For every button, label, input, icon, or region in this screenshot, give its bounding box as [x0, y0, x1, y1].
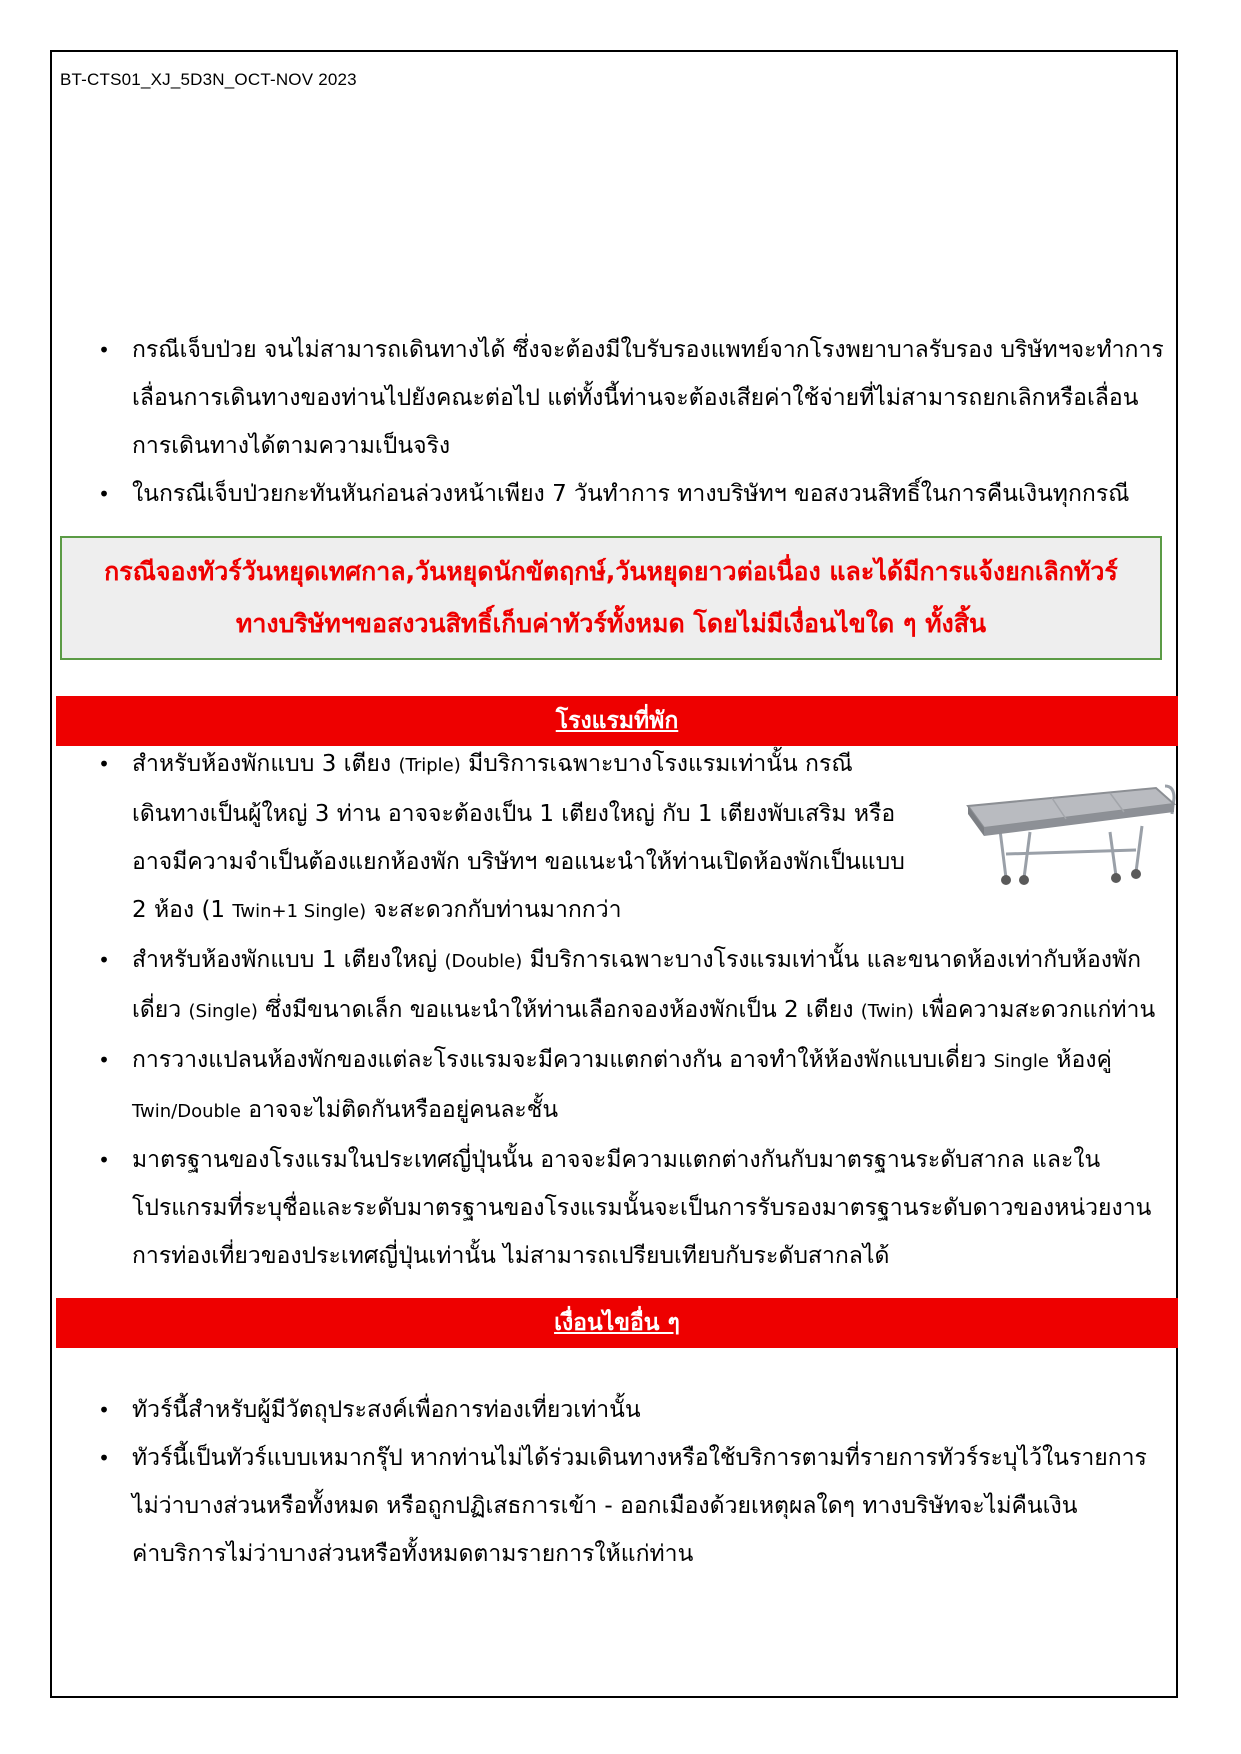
other-conditions-list — [98, 1386, 1178, 1578]
list-item: • กรณีเจ็บป่วย จนไม่สามารถเดินทางได้ ซึ่งจะต้องมีใบรับรองแพทย์จากโรงพยาบาลรับรอง บริษัทฯจะทำการ เลื่อนการเดินทางของท่านไปยังคณะต่อไป แต่ทั้งนี้ท่านจะต้องเสียค่าใช้จ่ายที่ไม่สามารถยกเลิกหรือเลื่อน การเดินทางได้ตามความเป็นจริง — [98, 326, 1178, 470]
bullet-icon: • — [98, 1398, 110, 1422]
section-title: โรงแรมที่พัก — [555, 708, 679, 734]
bullet-icon: • — [98, 1446, 110, 1470]
list-item: • ในกรณีเจ็บป่วยกะทันหันก่อนล่วงหน้าเพียง 7 วันทำการ ทางบริษัทฯ ขอสงวนสิทธิ์ในการคืนเงินทุกกรณี — [98, 470, 1178, 518]
notice-line-2: ทางบริษัทฯขอสงวนสิทธิ์เก็บค่าทัวร์ทั้งหมด โดยไม่มีเงื่อนไขใด ๆ ทั้งสิ้น — [235, 609, 987, 638]
cancellation-list — [98, 326, 1178, 518]
bullet-icon: • — [98, 482, 110, 506]
document-code: BT-CTS01_XJ_5D3N_OCT-NOV 2023 — [60, 70, 357, 89]
list-item: • สำหรับห้องพักแบบ 3 เตียง (Triple) มีบริการเฉพาะบางโรงแรมเท่านั้น กรณี เดินทางเป็นผู้ใหญ่ 3 ท่าน อาจจะต้องเป็น 1 เตียงใหญ่ กับ 1 เตียงพับเสริม หรือ อาจมีความจำเป็นต้องแยกห้องพัก บริษัทฯ ขอแนะนำให้ท่านเปิดห้องพักเป็นแบบ 2 ห้อง (1 Twin+1 Single) จะสะดวกกับท่านมากกว่า — [98, 740, 1178, 936]
list-item: • มาตรฐานของโรงแรมในประเทศญี่ปุ่นนั้น อาจจะมีความแตกต่างกันกับมาตรฐานระดับสากล และใน โปรแกรมที่ระบุชื่อและระดับมาตรฐานของโรงแรมนั้นจะเป็นการรับรองมาตรฐานระดับดาวของหน่วยงาน การท่องเที่ยวของประเทศญี่ปุ่นเท่านั้น ไม่สามารถเปรียบเทียบกับระดับสากลได้ — [98, 1136, 1178, 1280]
bullet-icon: • — [98, 1148, 110, 1172]
bullet-icon: • — [98, 338, 110, 362]
section-title: เงื่อนไขอื่น ๆ — [554, 1310, 680, 1336]
notice-line-1: กรณีจองทัวร์วันหยุดเทศกาล,วันหยุดนักขัตฤกษ์,วันหยุดยาวต่อเนื่อง และได้มีการแจ้งยกเลิกทัวร์ — [104, 557, 1118, 586]
list-item: • สำหรับห้องพักแบบ 1 เตียงใหญ่ (Double) มีบริการเฉพาะบางโรงแรมเท่านั้น และขนาดห้องเท่ากับห้องพัก เดี่ยว (Single) ซึ่งมีขนาดเล็ก ขอแนะนำให้ท่านเลือกจองห้องพักเป็น 2 เตียง (Twin) เพื่อความสะดวกแก่ท่าน — [98, 936, 1178, 1036]
list-item: • ทัวร์นี้เป็นทัวร์แบบเหมากรุ๊ป หากท่านไม่ได้ร่วมเดินทางหรือใช้บริการตามที่รายการทัวร์ระบุไว้ในรายการ ไม่ว่าบางส่วนหรือทั้งหมด หรือถูกปฏิเสธการเข้า - ออกเมืองด้วยเหตุผลใดๆ ทางบริษัทจะไม่คืนเงิน ค่าบริการไม่ว่าบางส่วนหรือทั้งหมดตามรายการให้แก่ท่าน — [98, 1434, 1178, 1578]
list-item: • ทัวร์นี้สำหรับผู้มีวัตถุประสงค์เพื่อการท่องเที่ยวเท่านั้น — [98, 1386, 1178, 1434]
bullet-icon: • — [98, 948, 110, 972]
bullet-icon: • — [98, 752, 110, 776]
bullet-icon: • — [98, 1048, 110, 1072]
section-header-hotel — [56, 696, 1178, 746]
hotel-conditions-list — [98, 740, 1178, 1280]
list-item: • การวางแปลนห้องพักของแต่ละโรงแรมจะมีความแตกต่างกัน อาจทำให้ห้องพักแบบเดี่ยว Single ห้องคู่ Twin/Double อาจจะไม่ติดกันหรืออยู่คนละชั้น — [98, 1036, 1178, 1136]
section-header-other-conditions — [56, 1298, 1178, 1348]
holiday-cancellation-notice — [60, 536, 1162, 660]
